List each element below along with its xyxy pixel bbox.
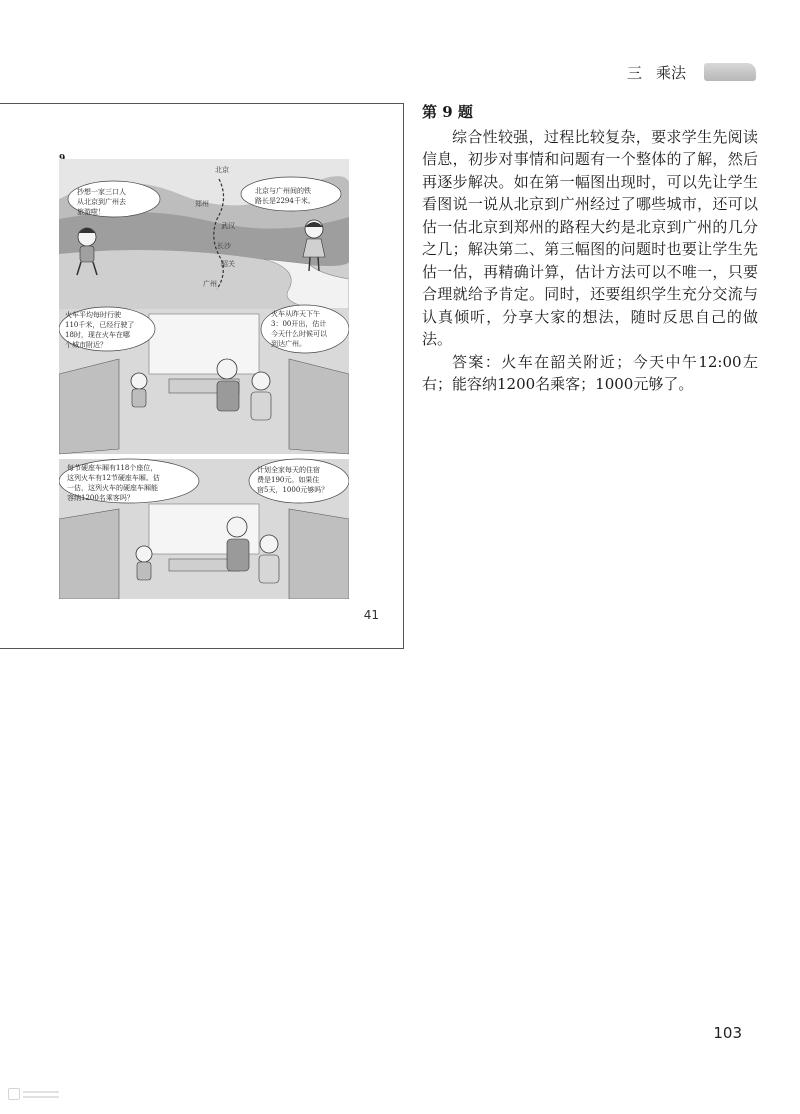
city-label: 韶关 xyxy=(221,260,235,268)
chapter-title: 乘法 xyxy=(655,63,686,82)
bubble-girl-train: 火车平均每时行驶 110千米，已经行驶了 18时，现在火车在哪 个城市附近？ xyxy=(65,311,135,349)
answer-paragraph: 答案：火车在韶关附近；今天中午12:00左右；能容纳1200名乘客；1000元够了。 xyxy=(422,352,758,393)
bubble-mother-2: 计划全家每天的住宿 费是190元。如果住 宿5天，1000元够吗？ xyxy=(257,466,329,494)
commentary-text xyxy=(422,101,758,396)
watermark-logo-icon xyxy=(8,1088,20,1100)
comic-illustration xyxy=(59,159,349,599)
chapter-header xyxy=(627,60,756,84)
textbook-page-number: 41 xyxy=(363,608,379,622)
bubble-boy: 抄想一家三口人 从北京到广州去 旅游啦！ xyxy=(77,188,126,216)
city-label: 广州 xyxy=(203,280,217,288)
city-label: 长沙 xyxy=(217,242,231,250)
commentary-title: 第 9 题 xyxy=(422,103,473,121)
bubble-father: 每节硬座车厢有118个座位， 这列火车有12节硬座车厢。估 一估，这列火车的硬座车厢能 容纳1200名乘客吗？ xyxy=(67,464,160,502)
bubble-girl: 北京与广州间的铁 路长是2294千米。 xyxy=(255,187,315,205)
watermark xyxy=(8,1082,62,1106)
textbook-page-panel xyxy=(0,103,404,649)
commentary-paragraph: 综合性较强，过程比较复杂，要求学生先阅读信息，初步对事情和问题有一个整体的了解，然后再逐步解决。如在第一幅图出现时，可以先让学生看图说一说从北京到广州经过了哪些城市，还可以估一估北京到郑州的路程大约是北京到广州的几分之几；解决第二、第三幅图的问题时也要让学生先估一估，再精确计算，估计方法可以不唯一，只要合理就给予肯定。同时，还要组织学生充分交流与认真倾听，分享大家的想法，随时反思自己的做法。 xyxy=(422,127,758,348)
bubble-mother: 火车从昨天下午 3：00开出，估计 今天什么时候可以 到达广州。 xyxy=(271,310,327,348)
chapter-number: 三 xyxy=(626,63,642,82)
chapter-tab-decoration xyxy=(704,63,756,81)
page-number: 103 xyxy=(713,1024,742,1042)
city-label: 北京 xyxy=(215,166,229,174)
city-label: 郑州 xyxy=(195,200,209,208)
city-label: 武汉 xyxy=(221,222,235,230)
comic-drawing xyxy=(59,159,349,599)
